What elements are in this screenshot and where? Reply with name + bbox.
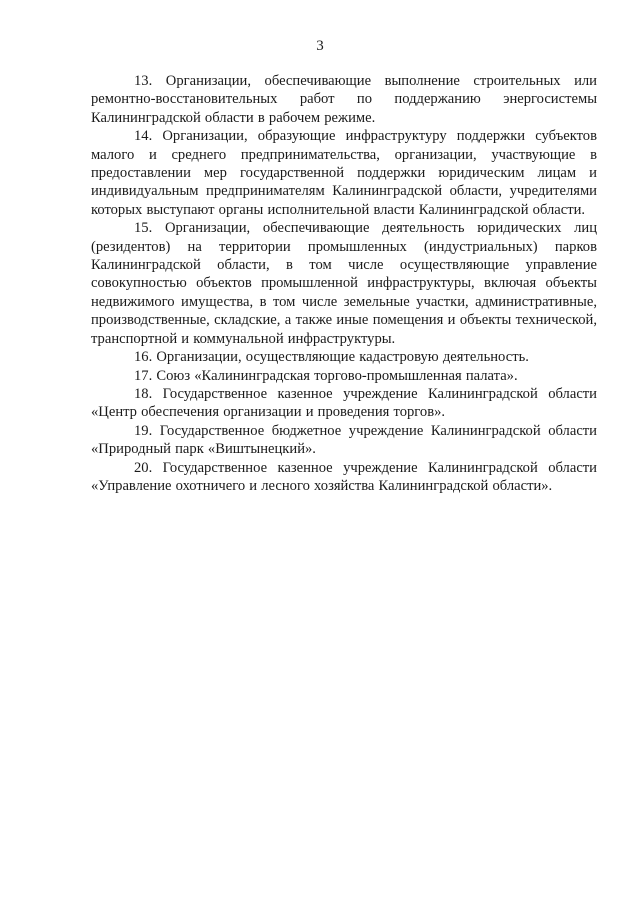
list-item-17: 17. Союз «Калининградская торгово-промышленная палата». (134, 367, 518, 384)
page-number: 3 (316, 38, 324, 54)
list-item-18: 18. Государственное казенное учреждение Калининградской области «Центр обеспечения организации и проведения торгов». (91, 385, 597, 421)
list-item-14: 14. Организации, образующие инфраструктуру поддержки субъектов малого и среднего предпринимательства, организации, участвующие в предоставлении мер государственной поддержки юридическим лицам и индивидуальным предпринимателям Калининградской области, учредителями которых выступают органы исполнительной власти Калининградской области. (91, 128, 597, 218)
document-body (91, 72, 597, 495)
list-item-13: 13. Организации, обеспечивающие выполнение строительных или ремонтно-восстановительных работ по поддержанию энергосистемы Калининградской области в рабочем режиме. (91, 73, 597, 126)
list-item-20: 20. Государственное казенное учреждение Калининградской области «Управление охотничего и лесного хозяйства Калининградской области». (91, 459, 597, 494)
list-item-19: 19. Государственное бюджетное учреждение Калининградской области «Природный парк «Виштынецкий». (91, 422, 597, 458)
list-item-15: 15. Организации, обеспечивающие деятельность юридических лиц (резидентов) на территории промышленных (индустриальных) парков Калининградской области, в том числе осуществляющие управление совокупностью объектов промышленной инфраструктуры, включая объекты недвижимого имущества, в том числе земельные участки, административные, производственные, складские, а также иные помещения и объекты технической, транспортной и коммунальной инфраструктуры. (91, 220, 597, 347)
list-item-16: 16. Организации, осуществляющие кадастровую деятельность. (134, 349, 529, 366)
